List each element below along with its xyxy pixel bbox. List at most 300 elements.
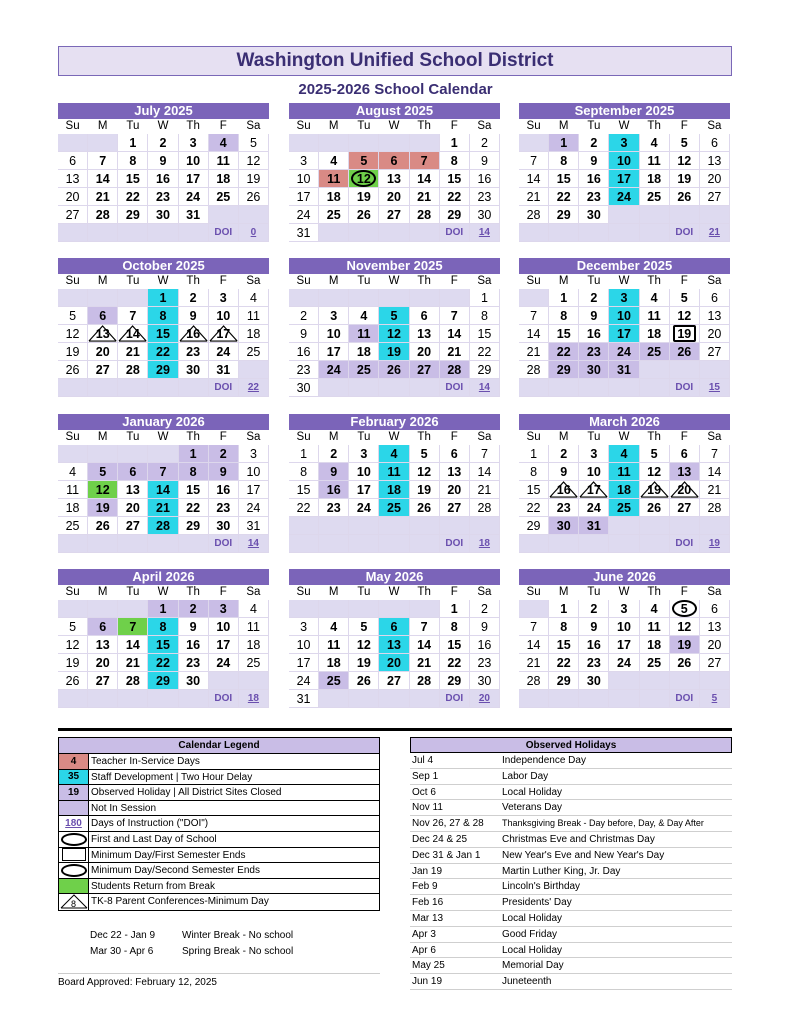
day-number: 21	[156, 501, 170, 515]
day-number: 24	[296, 208, 311, 222]
day-number: 9	[590, 309, 598, 323]
day-cell	[319, 224, 349, 242]
day-name: M	[549, 430, 579, 445]
month-grid	[519, 430, 730, 535]
day-number: 14	[417, 172, 432, 186]
day-cell	[640, 224, 670, 242]
day-cell	[470, 152, 500, 170]
day-number: 7	[420, 154, 428, 168]
day-number: 20	[677, 483, 692, 497]
day-cell	[58, 152, 88, 170]
day-number: 21	[526, 190, 541, 204]
day-number: 10	[356, 465, 371, 479]
day-number: 21	[95, 190, 110, 204]
day-number: 14	[707, 465, 722, 479]
day-cell	[118, 618, 148, 636]
day-cell	[319, 600, 349, 618]
day-cell	[609, 481, 639, 499]
day-cell	[239, 690, 269, 708]
holiday-date: Apr 3	[412, 928, 436, 940]
day-cell	[88, 499, 118, 517]
day-number: 12	[417, 465, 432, 479]
day-cell	[700, 289, 730, 307]
day-number: 8	[480, 309, 488, 323]
day-number: 2	[159, 136, 167, 150]
day-cell	[640, 206, 670, 224]
day-number: 16	[186, 638, 201, 652]
day-cell	[209, 170, 239, 188]
day-number: 6	[69, 154, 77, 168]
doi-row	[519, 535, 730, 553]
day-number: 7	[99, 154, 107, 168]
day-cell	[349, 535, 379, 553]
doi-count-link[interactable]: 15	[708, 382, 720, 393]
day-cell	[349, 517, 379, 535]
day-cell	[440, 325, 470, 343]
day-cell	[118, 690, 148, 708]
day-name: Tu	[349, 119, 379, 134]
day-number: 29	[186, 519, 201, 533]
day-cell	[88, 170, 118, 188]
day-cell	[440, 445, 470, 463]
doi-label: DOI	[214, 382, 233, 393]
day-number: 25	[647, 656, 662, 670]
day-number: 13	[707, 154, 722, 168]
doi-label: DOI	[445, 227, 464, 238]
day-number: 10	[326, 327, 341, 341]
doi-count-link[interactable]: 22	[247, 382, 259, 393]
day-cell	[58, 224, 88, 242]
holiday-date: Jun 19	[412, 976, 443, 988]
day-cell	[88, 206, 118, 224]
day-cell	[179, 343, 209, 361]
day-number: 4	[249, 291, 257, 305]
month-grid	[289, 274, 500, 379]
day-cell	[118, 361, 148, 379]
day-number: 14	[95, 172, 110, 186]
day-number: 21	[125, 656, 140, 670]
day-cell	[440, 188, 470, 206]
legend-text: Minimum Day/Second Semester Ends	[91, 865, 260, 877]
day-name: Th	[179, 430, 209, 445]
day-cell	[470, 654, 500, 672]
day-number: 15	[447, 638, 462, 652]
day-name: Sa	[700, 119, 730, 134]
day-number: 2	[300, 309, 308, 323]
legend-swatch	[59, 770, 89, 785]
month-grid	[519, 119, 730, 224]
day-cell	[349, 445, 379, 463]
day-cell	[148, 188, 178, 206]
day-cell	[470, 618, 500, 636]
day-number: 3	[219, 602, 227, 616]
day-cell	[640, 188, 670, 206]
day-cell	[440, 307, 470, 325]
day-cell	[209, 224, 239, 242]
day-number: 23	[186, 345, 201, 359]
day-number: 9	[480, 154, 488, 168]
day-cell	[410, 307, 440, 325]
day-name: M	[88, 430, 118, 445]
day-cell	[519, 307, 549, 325]
holiday-row	[410, 753, 732, 769]
day-cell	[579, 654, 609, 672]
day-cell	[700, 224, 730, 242]
day-number: 20	[707, 638, 722, 652]
day-cell	[148, 134, 178, 152]
day-cell	[88, 535, 118, 553]
day-number: 31	[216, 363, 231, 377]
day-cell	[118, 654, 148, 672]
day-cell	[179, 325, 209, 343]
day-cell	[519, 600, 549, 618]
day-cell	[88, 600, 118, 618]
day-number: 8	[560, 309, 568, 323]
day-cell	[470, 361, 500, 379]
day-cell	[700, 343, 730, 361]
day-cell	[88, 325, 118, 343]
day-cell	[519, 481, 549, 499]
day-cell	[179, 361, 209, 379]
day-number: 4	[620, 447, 628, 461]
day-cell	[58, 463, 88, 481]
day-number: 26	[95, 519, 110, 533]
day-cell	[319, 463, 349, 481]
day-number: 15	[477, 327, 492, 341]
day-name: W	[379, 274, 409, 289]
day-number: 23	[186, 656, 201, 670]
box-icon	[62, 848, 86, 861]
day-cell	[58, 481, 88, 499]
day-number: 26	[246, 190, 261, 204]
day-cell	[58, 672, 88, 690]
month-header: June 2026	[519, 569, 730, 585]
day-name: Sa	[239, 430, 269, 445]
day-cell	[379, 535, 409, 553]
day-cell	[148, 600, 178, 618]
day-cell	[640, 445, 670, 463]
day-number: 4	[330, 154, 338, 168]
day-cell	[640, 361, 670, 379]
day-cell	[609, 535, 639, 553]
day-cell	[379, 600, 409, 618]
day-cell	[289, 188, 319, 206]
holiday-row	[410, 832, 732, 848]
holiday-date: Oct 6	[412, 786, 436, 798]
day-cell	[379, 289, 409, 307]
day-cell: 30	[289, 379, 319, 397]
day-cell	[579, 307, 609, 325]
legend-title: Calendar Legend	[59, 738, 379, 754]
day-cell	[549, 361, 579, 379]
day-name: Th	[640, 119, 670, 134]
day-number: 7	[129, 620, 137, 634]
month-header: May 2026	[289, 569, 500, 585]
day-number: 11	[647, 154, 661, 168]
day-cell	[670, 134, 700, 152]
day-cell	[209, 499, 239, 517]
day-cell	[88, 289, 118, 307]
day-number: 5	[680, 291, 688, 305]
day-cell	[549, 636, 579, 654]
day-number: 19	[95, 501, 110, 515]
day-number: 6	[710, 291, 718, 305]
day-cell	[319, 343, 349, 361]
doi-count-link[interactable]: 14	[247, 538, 259, 549]
day-number: 8	[159, 620, 167, 634]
doi-count-link[interactable]: 18	[478, 538, 490, 549]
day-number: 18	[387, 483, 401, 497]
doi-count-link[interactable]: 21	[708, 227, 720, 238]
holiday-date: Feb 9	[412, 881, 438, 893]
holiday-date: Nov 11	[412, 802, 443, 814]
day-cell	[289, 618, 319, 636]
legend-swatch	[59, 785, 89, 800]
day-cell	[118, 170, 148, 188]
day-cell	[379, 672, 409, 690]
legend-swatch	[59, 801, 89, 816]
day-cell	[209, 206, 239, 224]
day-cell	[209, 690, 239, 708]
day-cell	[148, 517, 178, 535]
day-cell	[470, 481, 500, 499]
day-cell	[179, 206, 209, 224]
day-cell	[239, 343, 269, 361]
holiday-row	[410, 943, 732, 959]
day-number: 29	[556, 674, 571, 688]
day-cell	[58, 690, 88, 708]
day-cell	[179, 134, 209, 152]
section-divider	[58, 728, 732, 731]
day-number: 13	[65, 172, 80, 186]
day-cell	[289, 672, 319, 690]
day-cell	[209, 654, 239, 672]
day-name: W	[609, 119, 639, 134]
day-number: 10	[617, 309, 631, 323]
doi-row	[289, 224, 500, 242]
day-cell	[549, 499, 579, 517]
day-number: 17	[216, 638, 231, 652]
day-cell	[700, 134, 730, 152]
day-cell	[579, 636, 609, 654]
day-name: W	[609, 585, 639, 600]
holiday-row	[410, 816, 732, 832]
day-cell	[179, 618, 209, 636]
doi-count-link[interactable]: 20	[478, 693, 490, 704]
day-cell	[209, 672, 239, 690]
day-cell	[179, 289, 209, 307]
day-cell	[239, 152, 269, 170]
day-cell	[440, 600, 470, 618]
day-cell	[670, 463, 700, 481]
day-cell	[640, 690, 670, 708]
day-number: 24	[617, 656, 631, 670]
day-name: F	[209, 430, 239, 445]
day-name: M	[88, 274, 118, 289]
day-number: 5	[650, 447, 658, 461]
day-name: W	[148, 119, 178, 134]
day-cell	[579, 481, 609, 499]
day-number: 9	[189, 620, 197, 634]
day-cell	[349, 361, 379, 379]
day-cell	[440, 499, 470, 517]
doi-label: DOI	[214, 538, 233, 549]
legend-swatch-number: 4	[70, 755, 77, 767]
day-name: Su	[289, 585, 319, 600]
day-cell	[148, 654, 178, 672]
day-cell	[519, 499, 549, 517]
day-number: 15	[556, 172, 571, 186]
day-cell	[549, 672, 579, 690]
month-grid	[519, 274, 730, 379]
day-cell	[58, 289, 88, 307]
doi-label: DOI	[675, 382, 694, 393]
day-number: 2	[330, 447, 338, 461]
day-cell	[179, 535, 209, 553]
day-number: 23	[586, 656, 601, 670]
day-cell	[410, 690, 440, 708]
holiday-name: Local Holiday	[502, 944, 563, 956]
doi-label: DOI	[214, 693, 233, 704]
day-cell	[58, 188, 88, 206]
day-cell	[440, 134, 470, 152]
day-cell	[88, 618, 118, 636]
holiday-row	[410, 895, 732, 911]
month-grid	[289, 430, 500, 535]
day-cell	[349, 499, 379, 517]
day-number: 13	[417, 327, 432, 341]
day-cell	[519, 134, 549, 152]
doi-count-link[interactable]: 19	[708, 538, 720, 549]
day-number: 28	[526, 363, 541, 377]
day-number: 17	[356, 483, 371, 497]
day-cell	[58, 636, 88, 654]
day-number: 1	[189, 447, 197, 461]
day-cell	[549, 343, 579, 361]
day-number: 9	[590, 154, 598, 168]
day-number: 11	[357, 327, 371, 341]
day-cell	[700, 499, 730, 517]
day-cell	[470, 307, 500, 325]
day-number: 29	[156, 363, 170, 377]
day-cell	[58, 654, 88, 672]
day-cell	[640, 654, 670, 672]
day-cell	[549, 517, 579, 535]
day-cell	[470, 672, 500, 690]
day-number: 7	[480, 447, 488, 461]
day-number: 9	[590, 620, 598, 634]
day-cell	[148, 379, 178, 397]
day-number: 28	[707, 501, 722, 515]
day-cell	[410, 481, 440, 499]
holiday-row	[410, 974, 732, 990]
day-cell	[239, 672, 269, 690]
day-cell	[519, 343, 549, 361]
day-cell	[289, 445, 319, 463]
day-cell	[440, 343, 470, 361]
doi-count-link[interactable]: 14	[478, 227, 490, 238]
holiday-row	[410, 848, 732, 864]
day-number: 12	[677, 154, 692, 168]
day-cell	[670, 188, 700, 206]
day-cell	[289, 134, 319, 152]
day-cell	[609, 672, 639, 690]
day-cell	[88, 307, 118, 325]
day-cell	[58, 445, 88, 463]
day-number: 6	[129, 465, 137, 479]
day-number: 10	[246, 465, 261, 479]
day-name: Tu	[349, 585, 379, 600]
doi-count-link[interactable]: 14	[478, 382, 490, 393]
day-number: 5	[680, 136, 688, 150]
month-grid	[58, 430, 269, 535]
day-number: 19	[65, 656, 80, 670]
day-cell	[349, 170, 379, 188]
day-cell	[319, 672, 349, 690]
day-name: Su	[519, 430, 549, 445]
day-cell	[609, 517, 639, 535]
day-name: Su	[289, 430, 319, 445]
day-number: 29	[447, 674, 462, 688]
day-cell	[549, 224, 579, 242]
day-number: 20	[707, 327, 722, 341]
day-cell	[609, 224, 639, 242]
day-cell	[379, 499, 409, 517]
day-name: W	[379, 585, 409, 600]
doi-count-link[interactable]: 18	[247, 693, 259, 704]
legend-swatch-number[interactable]: 180	[65, 818, 82, 830]
day-cell	[379, 307, 409, 325]
day-cell	[379, 379, 409, 397]
day-cell	[58, 517, 88, 535]
day-number: 4	[69, 465, 77, 479]
day-name: Su	[58, 274, 88, 289]
day-number: 1	[480, 291, 488, 305]
day-cell	[239, 379, 269, 397]
month-grid	[58, 119, 269, 224]
doi-count-link[interactable]: 0	[250, 227, 257, 238]
day-cell	[670, 481, 700, 499]
day-number: 6	[390, 154, 398, 168]
day-number: 2	[560, 447, 568, 461]
day-number: 24	[186, 190, 201, 204]
day-cell	[670, 517, 700, 535]
day-cell	[379, 170, 409, 188]
day-cell	[579, 224, 609, 242]
day-number: 3	[620, 136, 628, 150]
day-cell	[209, 343, 239, 361]
legend-rows	[59, 754, 379, 910]
break-label: Spring Break - No school	[182, 946, 294, 957]
day-cell	[88, 343, 118, 361]
day-number: 2	[590, 136, 598, 150]
day-cell	[179, 636, 209, 654]
day-number: 19	[677, 327, 692, 341]
day-cell	[379, 134, 409, 152]
legend-item	[59, 770, 379, 786]
day-number: 12	[246, 154, 261, 168]
day-name: F	[209, 119, 239, 134]
holiday-date: Apr 6	[412, 944, 436, 956]
day-cell	[470, 379, 500, 397]
doi-count-link[interactable]: 5	[711, 693, 718, 704]
day-number: 14	[417, 638, 432, 652]
day-cell	[640, 517, 670, 535]
day-cell	[58, 499, 88, 517]
day-cell	[519, 170, 549, 188]
day-number: 26	[677, 190, 692, 204]
day-cell	[670, 343, 700, 361]
